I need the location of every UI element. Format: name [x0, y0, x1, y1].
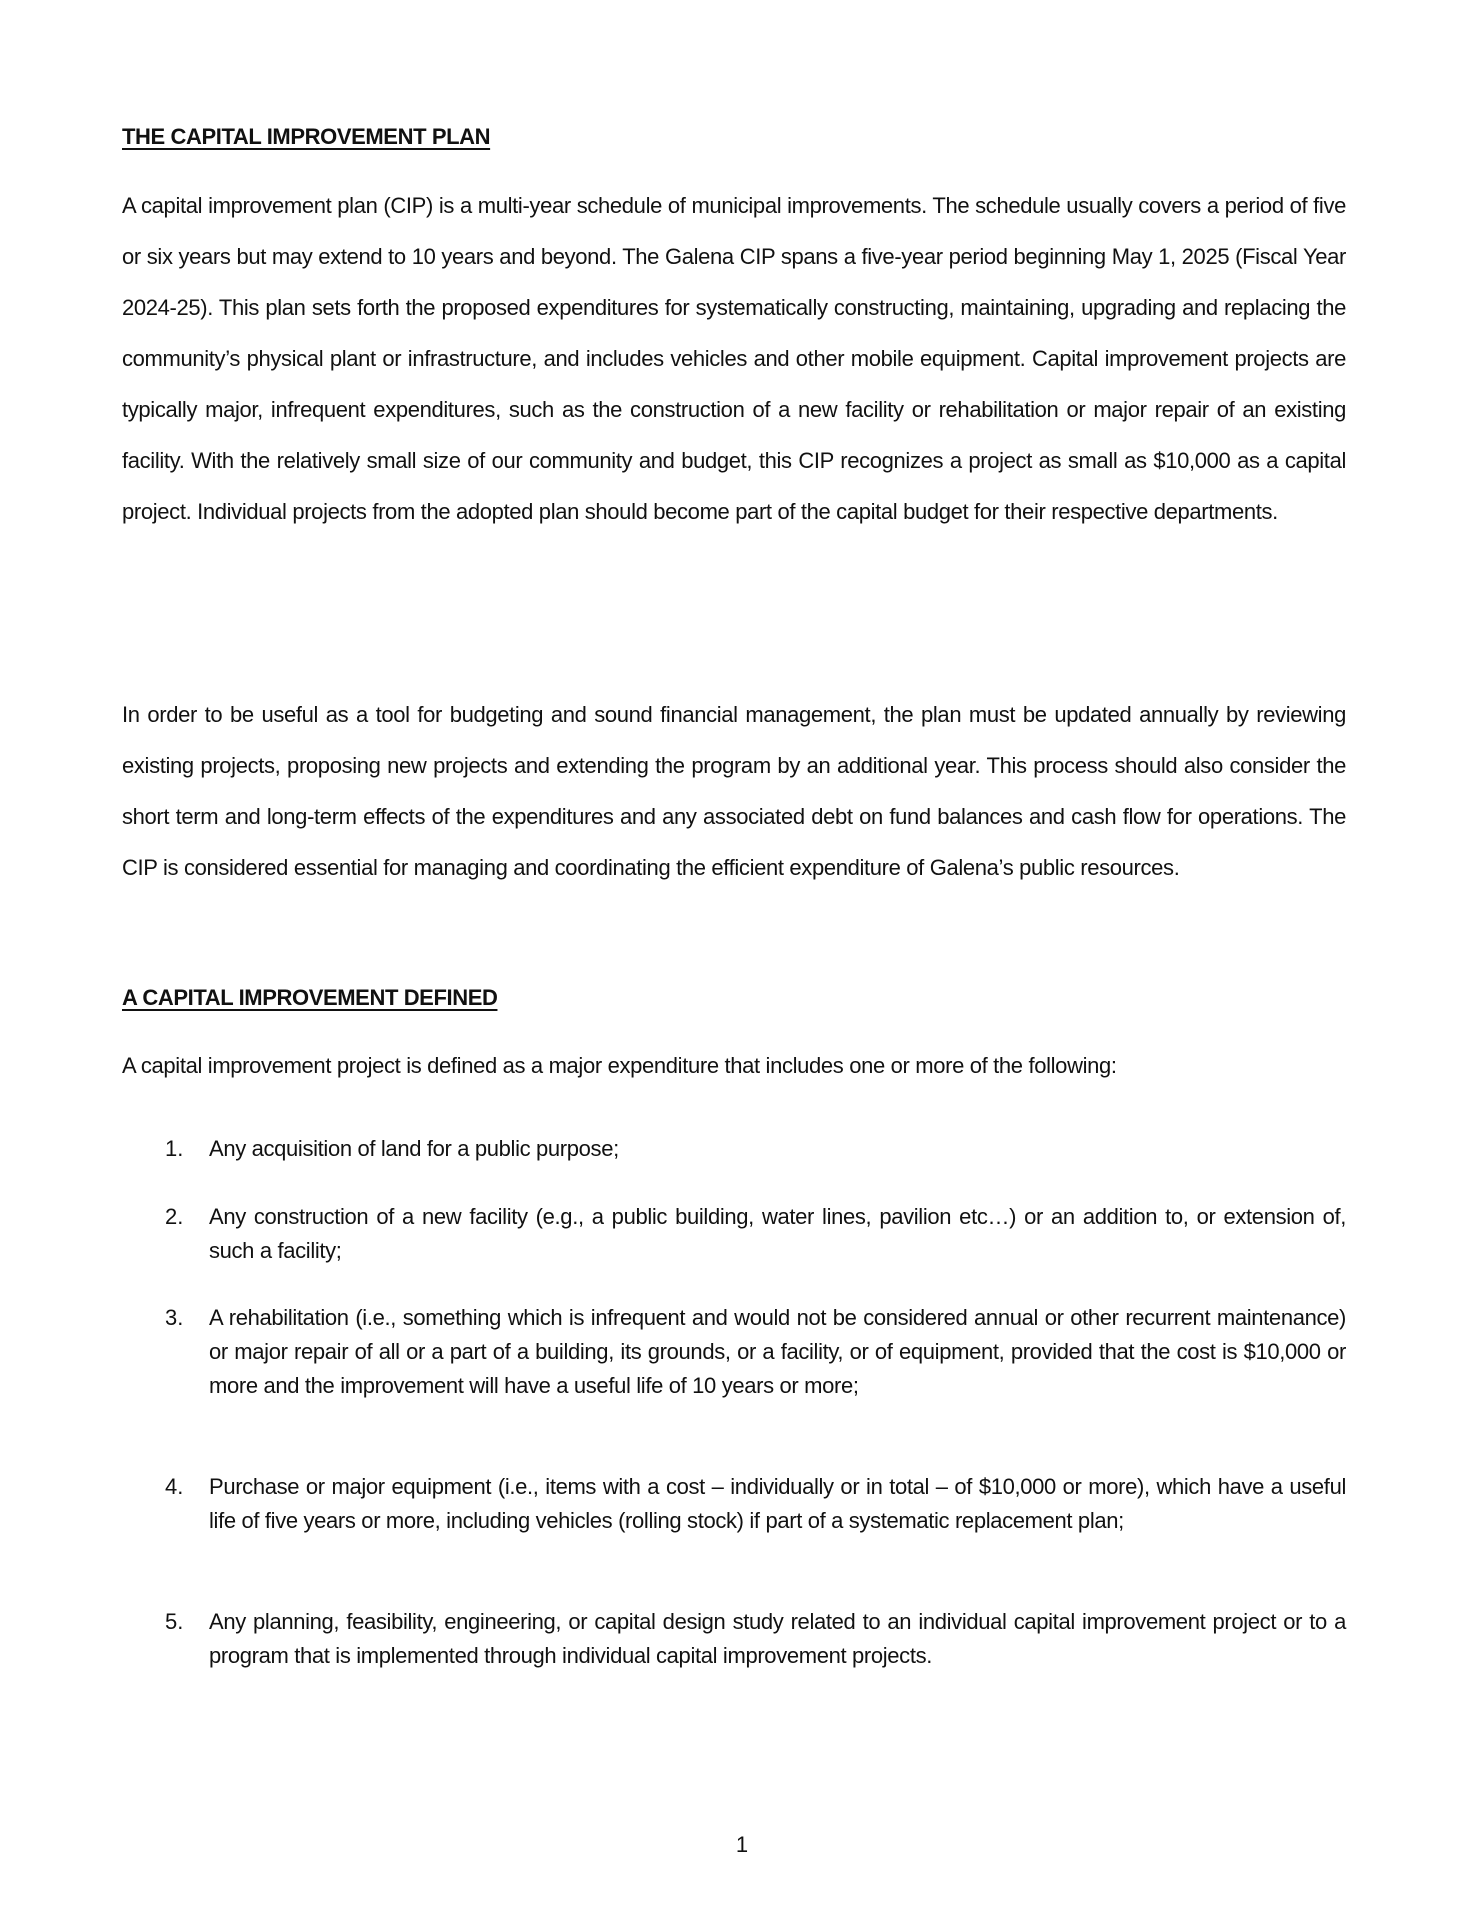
paragraph-cip-overview: A capital improvement plan (CIP) is a multi-year schedule of municipal improvements. The schedule usually covers a period of five or six years but may extend to 10 years and beyond. The Galena CIP spans a five-year period beginning May 1, 2025 (Fiscal Year 2024-25). This plan sets forth the proposed expenditures for systematically constructing, maintaining, upgrading and replacing the community’s physical plant or infrastructure, and includes vehicles and other mobile equipment. Capital improvement projects are typically major, infrequent expenditures, such as the construction of a new facility or rehabilitation or major repair of an existing facility. With the relatively small size of our community and budget, this CIP recognizes a project as small as $10,000 as a capital project. Individual projects from the adopted plan should become part of the capital budget for their respective departments.	[122, 193, 1346, 524]
list-item-number: 2.	[165, 1204, 184, 1229]
list-item-number: 5.	[165, 1609, 184, 1634]
page-number: 1	[735, 1832, 749, 1857]
definition-intro: A capital improvement project is defined as a major expenditure that includes one or more of the following:	[122, 1053, 1117, 1078]
list-item-text: Any acquisition of land for a public purpose;	[209, 1136, 619, 1161]
list-item-number: 1.	[165, 1136, 184, 1161]
list-item-text: Purchase or major equipment (i.e., items with a cost – individually or in total – of $10,000 or more), which have a useful life of five years or more, including vehicles (rolling stock) if part of a systematic replacement plan;	[209, 1474, 1346, 1533]
list-item-number: 3.	[165, 1305, 184, 1330]
list-item-text: Any planning, feasibility, engineering, or capital design study related to an individual capital improvement project or to a program that is implemented through individual capital improvement projects.	[209, 1609, 1346, 1668]
section-heading-capital-improvement-plan: THE CAPITAL IMPROVEMENT PLAN	[122, 124, 491, 149]
section-heading-capital-improvement-defined: A CAPITAL IMPROVEMENT DEFINED	[122, 985, 498, 1010]
list-item-text: A rehabilitation (i.e., something which is infrequent and would not be considered annual or other recurrent maintenance) or major repair of all or a part of a building, its grounds, or a facility, or of equipment, provided that the cost is $10,000 or more and the improvement will have a useful life of 10 years or more;	[209, 1305, 1346, 1398]
list-item-number: 4.	[165, 1474, 184, 1499]
list-item-text: Any construction of a new facility (e.g., a public building, water lines, pavilion etc…) or an addition to, or extension of, such a facility;	[209, 1204, 1346, 1263]
paragraph-cip-updates: In order to be useful as a tool for budgeting and sound financial management, the plan must be updated annually by reviewing existing projects, proposing new projects and extending the program by an additional year. This process should also consider the short term and long-term effects of the expenditures and any associated debt on fund balances and cash flow for operations. The CIP is considered essential for managing and coordinating the efficient expenditure of Galena’s public resources.	[122, 702, 1346, 880]
